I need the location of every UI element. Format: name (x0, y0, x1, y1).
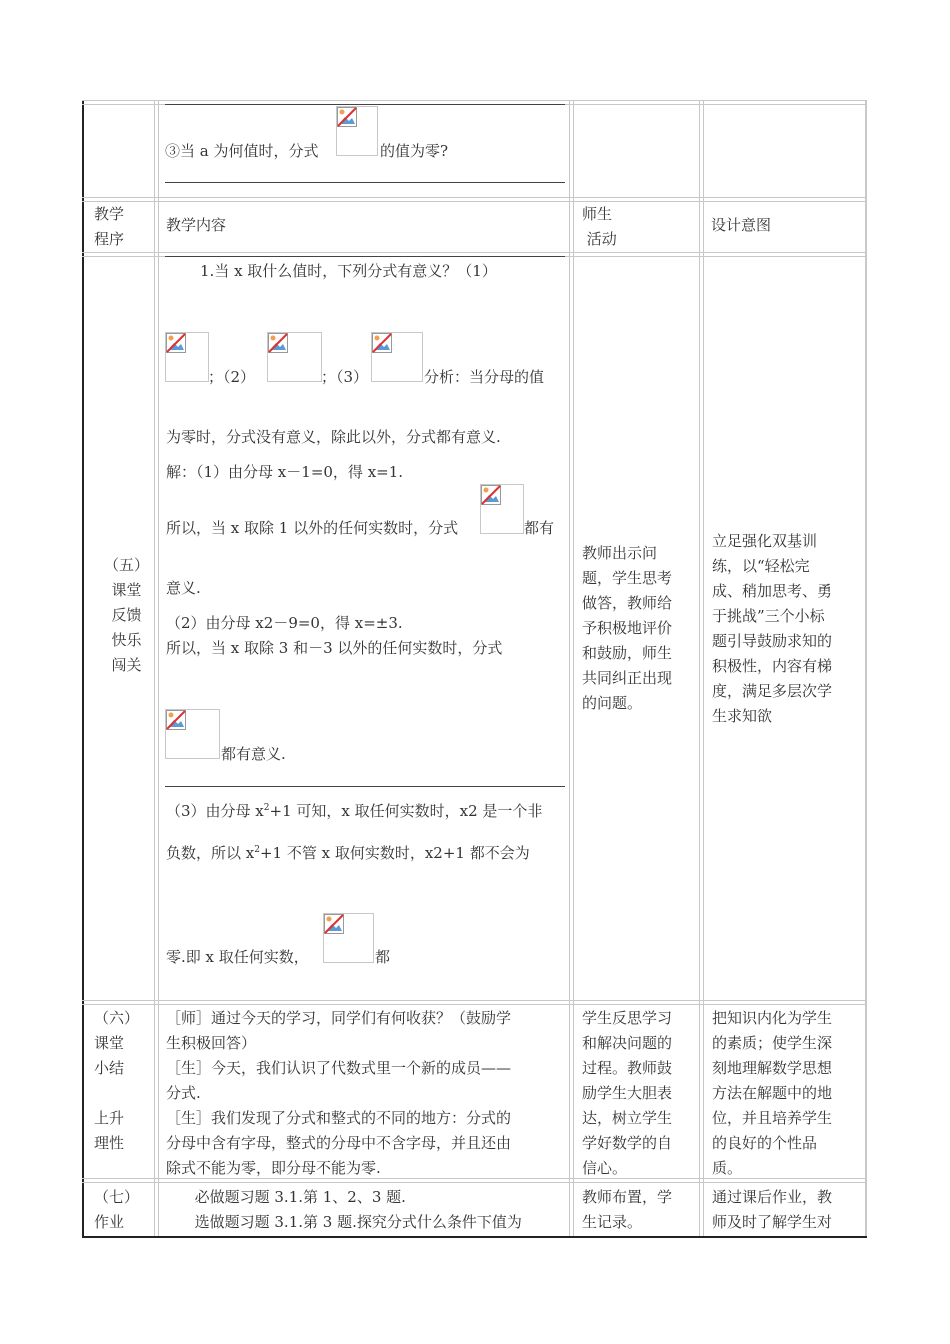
fraction-image-icon (267, 332, 322, 382)
q1-sep2: ；（2） (208, 368, 256, 386)
section5-activity: 教师出示问 题，学生思考 做答，教师给 予积极地评价 和鼓励，师生 共同纠正出现 的问题。 (582, 544, 673, 712)
solution-2: （2）由分母 x2－9=0，得 x=±3. (166, 614, 403, 632)
section6-activity: 学生反思学习 和解决问题的 过程。教师鼓 励学生大胆表 达，树立学生 学好数学的自 信心。 (582, 1009, 673, 1177)
col-sep-1a (154, 100, 155, 1238)
solution-3a: （3）由分母 $x^2+1$ 可知，x 取任何实数时，x2 是一个非 (166, 802, 543, 820)
fraction-image-icon (336, 106, 378, 156)
col-sep-2a (569, 100, 570, 1238)
solution-3c: 零.即 x 取任何实数， (166, 948, 309, 966)
solution-2c: 都有意义. (221, 745, 286, 763)
row-sep-3b (82, 1004, 867, 1005)
section7-content: 必做题习题 3.1.第 1、2、3 题. 选做题习题 3.1.第 3 题.探究分式什么条件下值为 (194, 1188, 522, 1231)
solution-1: 解：（1）由分母 x－1=0，得 x=1. (166, 463, 404, 481)
divider-rule (165, 786, 565, 787)
row-sep-3a (82, 1000, 867, 1001)
q1-text: 1.当 x 取什么值时，下列分式有意义？（1） (200, 262, 497, 280)
section5-label: （五） 课堂 反馈 快乐 闯关 (104, 556, 150, 674)
col-sep-1b (158, 100, 159, 1238)
row-sep-1a (82, 197, 867, 198)
table-bottom-border (82, 1236, 867, 1238)
header-procedure: 教学 程序 (94, 205, 125, 248)
row-sep-1b (82, 201, 867, 202)
section6-content: ［师］通过今天的学习，同学们有何收获？（鼓励学 生积极回答） ［生］今天，我们认识了代数式里一个新的成员—— 分式. ［生］我们发现了分式和整式的不同的地方：分式的 分母中含有字母，整式的分母中不含字母，并且还由 除式不能为零，即分母不能为零. (166, 1009, 512, 1177)
q1-sep3: ；（3） (321, 368, 369, 386)
fraction-image-icon (165, 332, 209, 382)
fraction-image-icon (371, 332, 423, 382)
divider-rule (165, 256, 565, 257)
header-activity: 师生 活动 (582, 205, 617, 248)
solution-2b: 所以，当 x 取除 3 和－3 以外的任何实数时，分式 (166, 639, 503, 657)
fraction-image-icon (323, 913, 374, 963)
section6-intent: 把知识内化为学生 的素质；使学生深 刻地理解数学思想 方法在解题中的地 位，并且培养学生 的良好的个性品 质。 (712, 1009, 833, 1177)
section7-intent: 通过课后作业，教 师及时了解学生对 (712, 1188, 833, 1231)
table-right-border (865, 100, 867, 1238)
question3-suffix: 的值为零? (380, 142, 449, 160)
col-sep-3a (699, 100, 700, 1238)
section6-label: （六） 课堂 小结 上升 理性 (94, 1009, 140, 1152)
divider-rule (165, 182, 565, 183)
solution-1c: 意义. (166, 579, 201, 597)
fraction-image-icon (480, 484, 524, 534)
section5-intent: 立足强化双基训 练，以“轻松完 成、稍加思考、勇 于挑战”三个小标 题引导鼓励求知的 积极性，内容有梯 度，满足多层次学 生求知欲 (712, 532, 833, 725)
analysis-b: 为零时，分式没有意义，除此以外，分式都有意义. (166, 428, 501, 446)
header-content: 教学内容 (166, 216, 227, 234)
table-left-border (82, 100, 84, 1238)
section7-label: （七） 作业 (94, 1188, 140, 1231)
fraction-image-icon (165, 709, 220, 759)
section7-activity: 教师布置，学 生记录。 (582, 1188, 673, 1231)
solution-3b: 负数，所以 $x^2+1$ 不管 x 取何实数时，x2+1 都不会为 (166, 844, 530, 862)
col-sep-2b (573, 100, 574, 1238)
solution-1b-suffix: 都有 (524, 519, 555, 537)
divider-rule (165, 104, 565, 105)
row-top (82, 100, 867, 101)
solution-1b: 所以，当 x 取除 1 以外的任何实数时，分式 (166, 519, 459, 537)
header-intent: 设计意图 (711, 216, 772, 234)
solution-3c-suffix: 都 (375, 948, 391, 966)
row-sep-2a (82, 252, 867, 253)
row-sep-4b (82, 1182, 867, 1183)
col-sep-3b (703, 100, 704, 1238)
analysis-a: 分析：当分母的值 (424, 368, 545, 386)
question3-text: ③当 a 为何值时，分式 (165, 142, 319, 160)
